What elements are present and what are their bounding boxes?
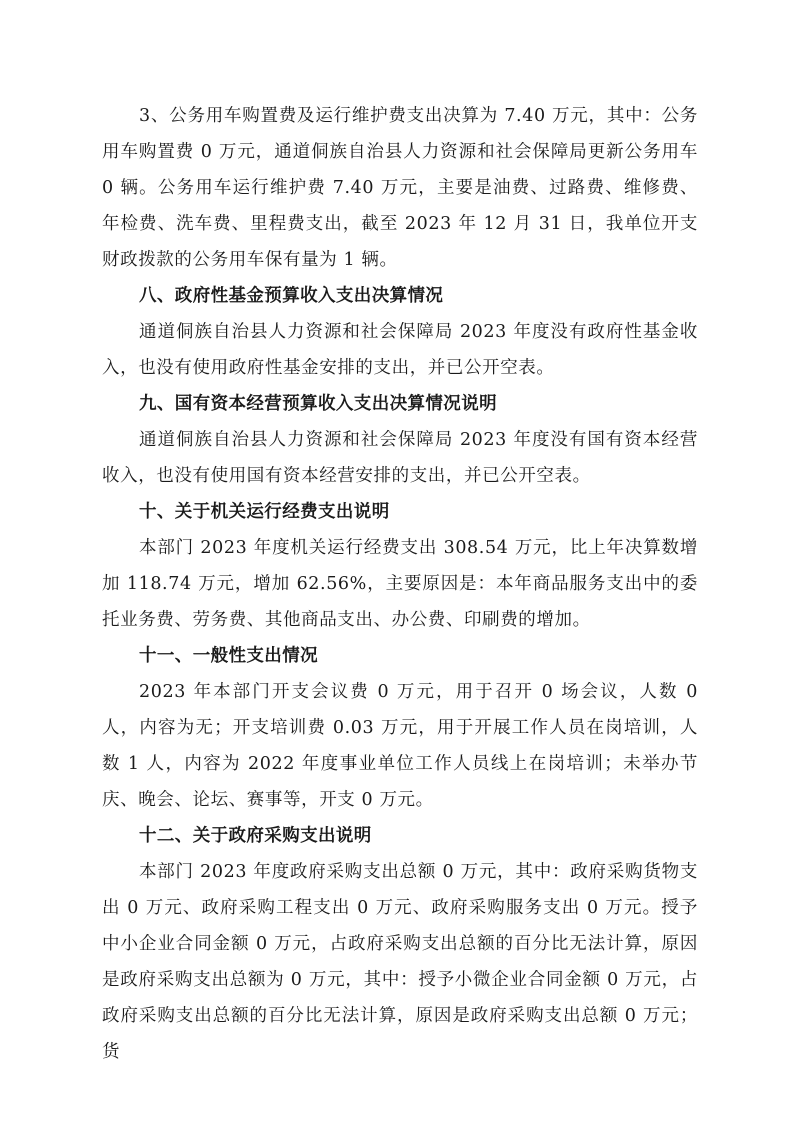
- heading-procurement: 十二、关于政府采购支出说明: [139, 826, 372, 846]
- heading-state-capital: 九、国有资本经营预算收入支出决算情况说明: [139, 394, 497, 414]
- paragraph-general-expenses: 2023 年本部门开支会议费 0 万元，用于召开 0 场会议，人数 0 人，内容为无；开支培训费 0.03 万元，用于开展工作人员在岗培训，人数 1 人，内容为 2022 年度事业单位工作人员线上在岗培训；未举办节庆、晚会、论坛、赛事等，开支 0 万元。: [102, 682, 698, 810]
- paragraph-state-capital: 通道侗族自治县人力资源和社会保障局 2023 年度没有国有资本经营收入，也没有使用国有资本经营安排的支出，并已公开空表。: [102, 430, 698, 486]
- heading-general-expenses: 十一、一般性支出情况: [139, 646, 318, 666]
- paragraph-procurement: 本部门 2023 年度政府采购支出总额 0 万元，其中：政府采购货物支出 0 万元、政府采购工程支出 0 万元、政府采购服务支出 0 万元。授予中小企业合同金额 0 万元，占政府采购支出总额的百分比无法计算，原因是政府采购支出总额为 0 万元，其中：授予小微企业合同金额 0 万元，占政府采购支出总额的百分比无法计算，原因是政府采购支出总额 0 万元；货: [102, 862, 698, 1062]
- paragraph-vehicle-expenses: 3、公务用车购置费及运行维护费支出决算为 7.40 万元，其中：公务用车购置费 0 万元，通道侗族自治县人力资源和社会保障局更新公务用车 0 辆。公务用车运行维护费 7.40 万元，主要是油费、过路费、维修费、年检费、洗车费、里程费支出，截至 2023 年 12 月 31 日，我单位开支财政拨款的公务用车保有量为 1 辆。: [102, 106, 698, 270]
- heading-operating-expenses: 十、关于机关运行经费支出说明: [139, 502, 390, 522]
- heading-government-fund: 八、政府性基金预算收入支出决算情况: [139, 286, 444, 306]
- paragraph-government-fund: 通道侗族自治县人力资源和社会保障局 2023 年度没有政府性基金收入，也没有使用政府性基金安排的支出，并已公开空表。: [102, 322, 698, 378]
- paragraph-operating-expenses: 本部门 2023 年度机关运行经费支出 308.54 万元，比上年决算数增加 118.74 万元，增加 62.56%，主要原因是：本年商品服务支出中的委托业务费、劳务费、其他商品支出、办公费、印刷费的增加。: [102, 538, 698, 630]
